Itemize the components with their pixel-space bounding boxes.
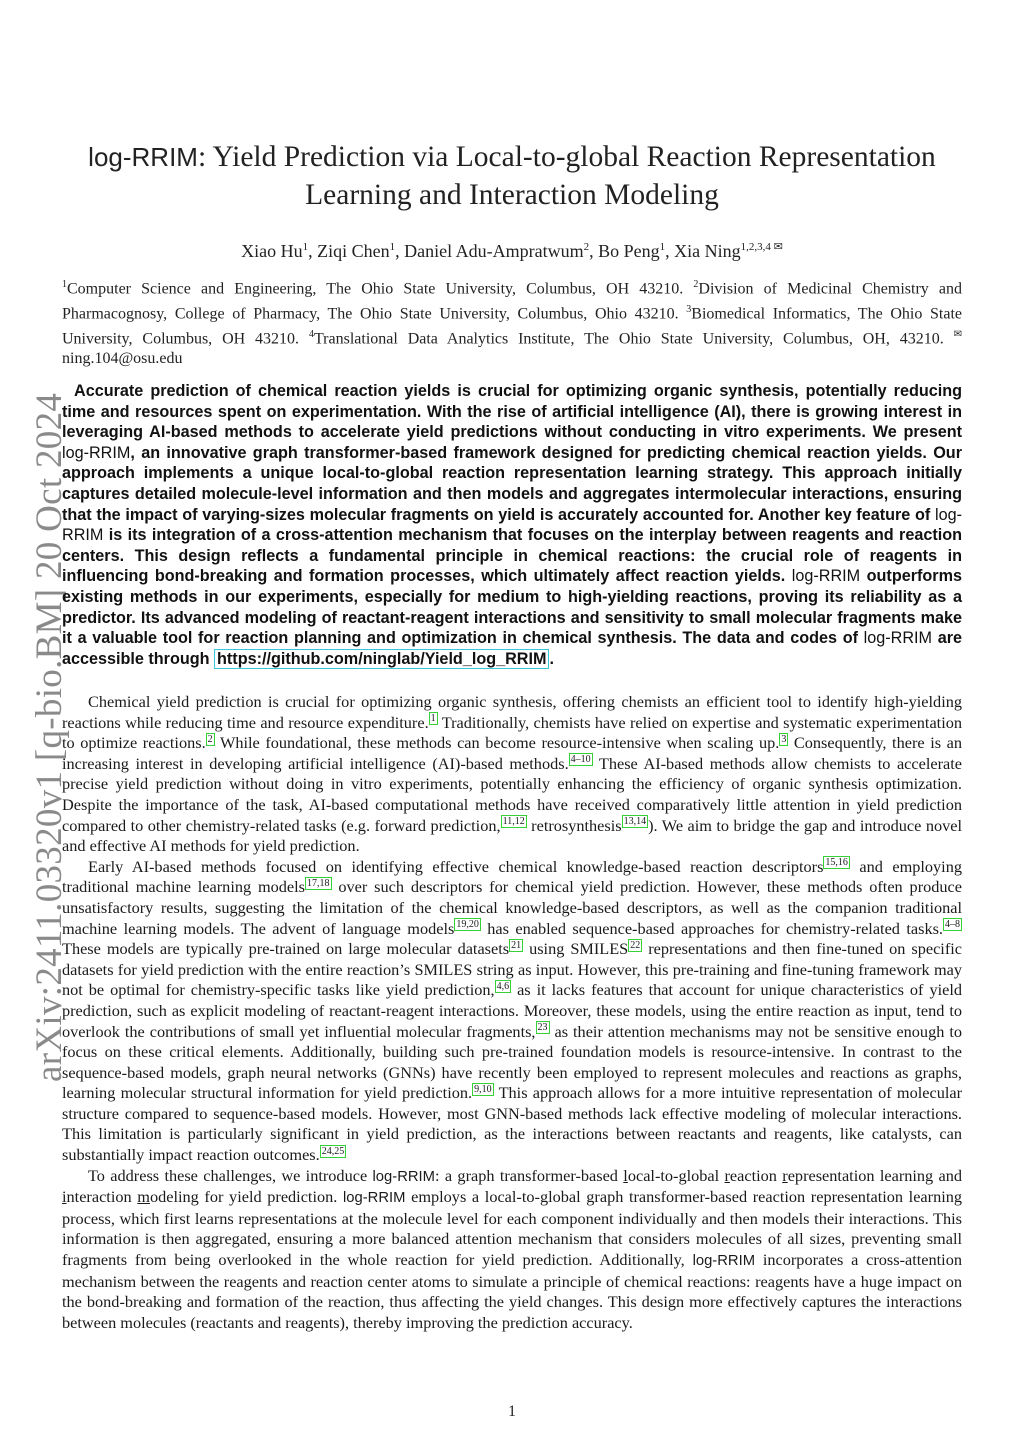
mail-icon: ✉ xyxy=(953,328,962,340)
affiliation: Division of Medicinal Chemistry and Pharmacognosy, College of Pharmacy, The Ohio State University, Columbus, Ohio 43210. xyxy=(62,280,963,323)
author: Xiao Hu xyxy=(241,241,303,261)
citation-link[interactable]: 24,25 xyxy=(321,1145,345,1157)
citation-link[interactable]: 2 xyxy=(207,733,213,745)
title-model-name: log-RRIM xyxy=(88,142,198,172)
paragraph: To address these challenges, we introduce log-RRIM: a graph transformer-based local-to-global reaction representation learning and interaction modeling for yield prediction. log-RRIM employs a local-to-global graph transformer-based reaction representation learning process, which first learns representations at the molecule level for each component individually and then models their interactions. This information is then aggregated, ensuring a more balanced attention mechanism that considers molecules of all sizes, preventing small fragments from being overlooked in the whole reaction for yield prediction. Additionally, log-RRIM incorporates a cross-attention mechanism between the reagents and reaction center atoms to simulate a principle of chemical reactions: reagents have a huge impact on the bond-breaking and formation of the reaction, thus affecting the yield changes. This design more effectively captures the interactions between molecules (reactants and reagents), thereby improving the prediction accuracy. xyxy=(62,1165,963,1332)
body-text xyxy=(62,692,962,1333)
model-name: log-RRIM xyxy=(863,629,933,648)
page-number: 1 xyxy=(508,1403,516,1420)
model-name: log-RRIM xyxy=(62,505,962,545)
citation-link[interactable]: 17,18 xyxy=(307,877,330,889)
citation-link[interactable]: 23 xyxy=(537,1022,548,1034)
citation-link[interactable]: 19,20 xyxy=(456,919,479,931)
paragraph: Early AI-based methods focused on identifying effective chemical knowledge-based reaction descriptors $^{15,16}$ and employing traditional machine learning models $^{17,18}$ over such descriptors for chemical yield prediction. However, these methods often produce unsatisfactory results, suggesting the limitation of the chemical knowledge-based descriptors, as well as the companion traditional machine learning models. The advent of language models $^{19,20}$ has enabled sequence-based approaches for chemistry-related tasks. $^{4-8}$ These models are typically pre-trained on large molecular datasets $^{21}$ using SMILES $^{22}$ representations and then fine-tuned on specific datasets for yield prediction with the entire reaction’s SMILES string as input. However, this pre-training and fine-tuning framework may not be optimal for chemistry-specific tasks like yield prediction, $^{4,6}$ as it lacks features that account for unique characteristics of yield prediction, such as explicit modeling of reactant-reagent interactions. Moreover, these models, using the entire reaction as input, tend to overlook the contributions of small yet influential molecular fragments, $^{23}$ as their attention mechanisms may not be sensitive enough to focus on these critical elements. Additionally, building such pre-trained foundation models is resource-intensive. In contrast to the sequence-based models, graph neural networks (GNNs) have recently been employed to represent molecules and reactions as graphs, learning molecular structural information for yield prediction. $^{9,10}$ This approach allows for a more intuitive representation of molecular structure compared to sequence-based models. However, most GNN-based methods lack effective modeling of molecular interactions. This limitation is particularly significant in yield prediction, as the interactions between reactants and reagents, like catalysts, can substantially impact reaction outcomes. $^{24,25}$ xyxy=(62,856,963,1165)
citation-link[interactable]: 1 xyxy=(430,713,436,725)
model-name: log-RRIM xyxy=(372,1168,435,1185)
affiliation: Translational Data Analytics Institute, The Ohio State University, Columbus, OH, 43210. xyxy=(313,329,954,347)
affiliation: Computer Science and Engineering, The Ohio State University, Columbus, OH 43210. xyxy=(67,280,694,298)
citation-link[interactable]: 4,6 xyxy=(496,980,510,992)
author: Daniel Adu-Ampratwum xyxy=(404,241,584,261)
citation-link[interactable]: 11,12 xyxy=(502,816,525,828)
author-list: Xiao Hu$^1$, Ziqi Chen$^1$, Daniel Adu-Ampratwum$^2$, Bo Peng$^1$, Xia Ning$^{1,2,3,4 ✉}$ xyxy=(241,241,783,261)
author: Ziqi Chen xyxy=(317,241,390,261)
paragraph: Chemical yield prediction is crucial for optimizing organic synthesis, offering chemists an efficient tool to identify high-yielding reactions while reducing time and resource expenditure. $^1$ Traditionally, chemists have relied on expertise and systematic experimentation to optimize reactions. $^2$ While foundational, these methods can become resource-intensive when scaling up. $^3$ Consequently, there is an increasing interest in developing artificial intelligence (AI)-based methods. $^{4-10}$ These AI-based methods allow chemists to accelerate precise yield prediction without doing in vitro experiments, potentially enhancing the efficiency of organic synthesis optimization. Despite the importance of the task, AI-based computational methods have received comparatively little attention in yield prediction compared to other chemistry-related tasks (e.g. forward prediction, $^{11,12}$ retrosynthesis $^{13,14}$ ). We aim to bridge the gap and introduce novel and effective AI methods for yield prediction. xyxy=(62,692,963,856)
citation-link[interactable]: 15,16 xyxy=(825,857,848,869)
model-name: log-RRIM xyxy=(791,567,861,586)
model-name: log-RRIM xyxy=(692,1253,756,1270)
paper-title xyxy=(62,138,962,214)
affiliations: $^1$Computer Science and Engineering, The Ohio State University, Columbus, OH 43210. $^2$Division of Medicinal Chemistry and Pharmacognosy, College of Pharmacy, The Ohio State University, Columbus, Ohio 43210. $^3$Biomedical Informatics, The Ohio State University, Columbus, OH 43210. $^4$Translational Data Analytics Institute, The Ohio State University, Columbus, OH, 43210. ✉ning.104@osu.edu xyxy=(62,279,963,368)
model-name: log-RRIM xyxy=(62,443,131,462)
arxiv-stamp: arXiv:2411.03320v1 [q-bio.BM] 20 Oct 2024 xyxy=(29,392,70,1082)
citation-link[interactable]: 9,10 xyxy=(474,1083,492,1095)
citation-link[interactable]: 4–10 xyxy=(570,754,591,766)
citation-link[interactable]: 21 xyxy=(511,939,522,951)
title-line1: : Yield Prediction via Local-to-global Reaction Representation xyxy=(197,141,936,173)
affiliation: Biomedical Informatics, The Ohio State University, Columbus, OH 43210. xyxy=(62,305,962,347)
contact-email[interactable]: ning.104@osu.edu xyxy=(62,350,183,368)
model-name: log-RRIM xyxy=(342,1190,406,1207)
abstract: Accurate prediction of chemical reaction yields is crucial for optimizing organic synthesis, potentially reducing time and resources spent on experimentation. With the rise of artificial intelligence (AI), there is growing interest in leveraging AI-based methods to accelerate yield predictions without conducting in vitro experiments. We present log-RRIM, an innovative graph transformer-based framework designed for predicting chemical reaction yields. Our approach implements a unique local-to-global reaction representation learning strategy. This approach initially captures detailed molecule-level information and then models and aggregates intermolecular interactions, ensuring that the impact of varying-sizes molecular fragments on yield is accurately accounted for. Another key feature of log-RRIM is its integration of a cross-attention mechanism that focuses on the interplay between reagents and reaction centers. This design reflects a fundamental principle in chemical reactions: the crucial role of reagents in influencing bond-breaking and formation processes, which ultimately affect reaction yields. log-RRIM outperforms existing methods in our experiments, especially for medium to high-yielding reactions, proving its reliability as a predictor. Its advanced modeling of reactant-reagent interactions and sensitivity to small molecular fragments make it a valuable tool for reaction planning and optimization in chemical synthesis. The data and codes of log-RRIM are accessible through https://github.com/ninglab/Yield_log_RRIM . xyxy=(62,382,962,668)
author: Bo Peng xyxy=(598,241,660,261)
github-link[interactable]: https://github.com/ninglab/Yield_log_RRIM xyxy=(214,649,549,669)
citation-link[interactable]: 3 xyxy=(781,733,787,745)
citation-link[interactable]: 4–8 xyxy=(945,919,960,931)
title-line2: Learning and Interaction Modeling xyxy=(305,179,719,211)
citation-link[interactable]: 22 xyxy=(630,939,641,951)
author: Xia Ning xyxy=(674,241,741,261)
citation-link[interactable]: 13,14 xyxy=(623,816,647,828)
